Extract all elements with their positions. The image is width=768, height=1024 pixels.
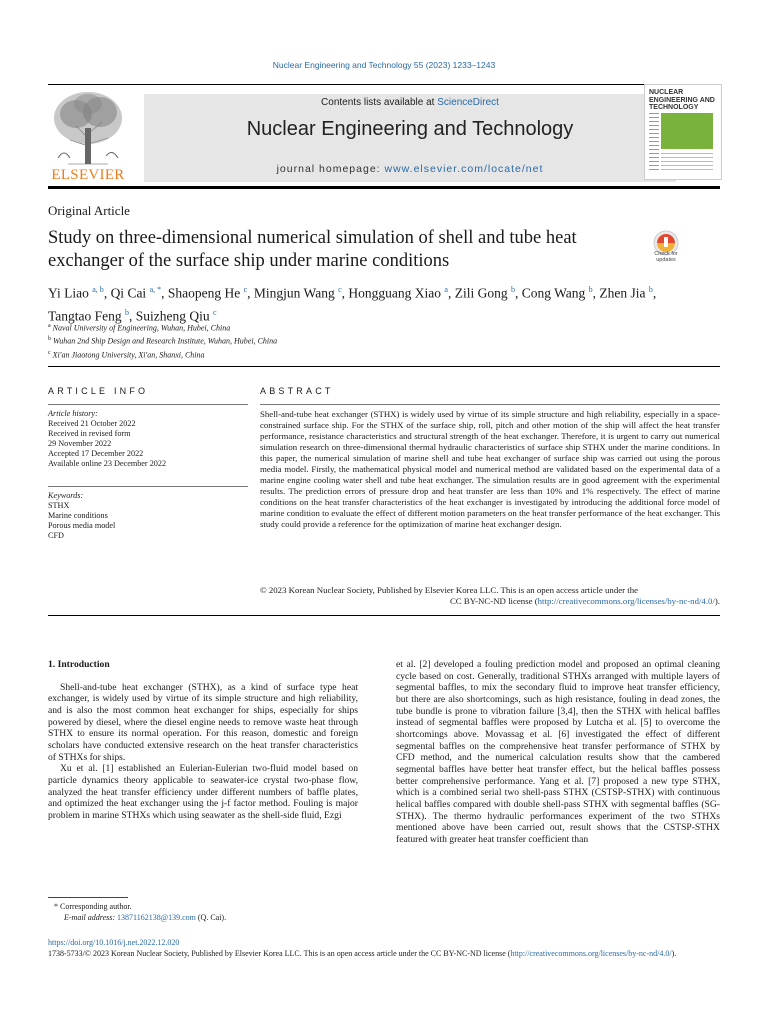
body-paragraph: Xu et al. [1] established an Eulerian-Eulerian two-fluid model based on particle dynamics theory applicable to seawater-ice crystal two-phase flow, analyzed the heat transfer efficiency under different numbers of baffle plates, and optimized the heat exchanger using the j-f factor method. Fouling is major problem in marine STHXs which using seawater as the shell-side fluid, Ezgi	[48, 763, 358, 821]
author-affiliation-mark[interactable]: b	[125, 307, 130, 317]
journal-cover-thumbnail[interactable]	[644, 84, 722, 180]
affiliation-mark: b	[48, 336, 51, 343]
elsevier-wordmark: ELSEVIER	[51, 167, 125, 183]
cover-graphic	[661, 113, 713, 149]
author-name[interactable]: Zili Gong	[454, 285, 508, 301]
check-for-updates-icon[interactable]	[648, 229, 684, 269]
author-name[interactable]: Mingjun Wang	[253, 285, 335, 301]
keyword-item: STHX	[48, 500, 70, 510]
cover-title: NUCLEAR ENGINEERING AND TECHNOLOGY	[649, 89, 715, 111]
section-divider	[48, 366, 720, 367]
history-list	[48, 419, 248, 469]
journal-homepage	[144, 163, 676, 175]
sciencedirect-link[interactable]: ScienceDirect	[437, 97, 499, 108]
affiliations	[48, 321, 277, 361]
article-info-heading: ARTICLE INFO	[48, 386, 149, 396]
affiliation-item	[48, 321, 277, 334]
abstract-text: Shell-and-tube heat exchanger (STHX) is widely used by virtue of its simple structure and high reliability, especially in a space-constrained surface ship. For the STHX of the surface ship, roll, pitch and other motion of the ship will affect the heat transfer performance, resistance characteristics and structural strength of the heat exchanger. Therefore, it is urgent to carry out numerical simulation research on three-dimensional thermal hydraulic characteristics of surface ship STHX under the marine conditions. In this paper, the numerical simulation of marine shell and tube heat exchanger of surface ship was carried out using the porous media model. Firstly, the mathematical physical model and numerical method are validated based on the experimental data of a marine engine cooling water shell and tube heat exchanger. The simulation results are in good agreement with the experimental results. The prediction errors of pressure drop and heat transfer are less than 10% and 1% respectively. The effect of marine conditions on the heat transfer characteristics of the heat exchanger is investigated by introducing the additional force model of marine condition to evaluate the effect of different motion parameters on the heat transfer performance of the heat exchanger. This study could provide a reference for the optimization of marine heat exchanger design.	[260, 409, 720, 529]
author-affiliation-mark[interactable]: b	[510, 285, 515, 294]
email-link[interactable]: 13871162138@139.com	[117, 912, 196, 922]
keyword-item: CFD	[48, 530, 64, 540]
history-item: 29 November 2022	[48, 438, 112, 448]
author-affiliation-mark[interactable]: c	[338, 285, 342, 294]
abstract-rule	[260, 404, 720, 405]
keywords-list	[48, 501, 248, 541]
abstract-copyright	[260, 585, 720, 607]
history-label: Article history:	[48, 409, 98, 418]
corresponding-author-note: * Corresponding author.	[54, 902, 132, 911]
history-item: Received 21 October 2022	[48, 418, 136, 428]
cover-text-lines	[649, 113, 659, 173]
license-link[interactable]: http://creativecommons.org/licenses/by-nc-nd/4.0/	[537, 595, 715, 606]
header-divider	[48, 186, 720, 189]
cover-text-lines	[661, 153, 713, 173]
keywords-rule	[48, 486, 248, 487]
journal-title[interactable]: Nuclear Engineering and Technology	[246, 118, 574, 140]
body-paragraph: et al. [2] developed a fouling prediction model and proposed an optimal cleaning cycle based on cost. Generally, traditional STHXs arranged with multiple layers of segmental baffles, to mix the secondary fluid to improve heat transfer efficiency, but there are also shortcomings, such as high resistance, fouling in dead zones, the tube bundle is prone to vibration failure [3,4], then the STHX with helical baffles instead of segmental baffles were proposed by Lutcha et al. [5] to overcome the shortcomings above. Movassag et al. [6] investigated the effect of different segmental baffles on the comprehensive heat transfer performance of STHX by CFD method, and the numerical calculation results show that the cambered segmental baffles have better heat transfer effect, but the helical baffles possess better comprehensive performance. Yang et al. [7] proposed a new type STHX, which is a combined serial two shell-pass STHX (CSTSP-STHX) with continuous helical baffles compared with double shell-pass STHX with segmental baffles (SG-STHX). The thermo hydraulic performances experiment of the two STHXs mentioned above have been carried out, result shows that the CSTSP-STHX featured with greater heat transfer coefficient than	[396, 659, 720, 845]
author-list: Yi Liao $^{a, b}$, Qi Cai $^{a, *}$, Shaopeng He $^c$, Mingjun Wang $^c$, Hongguang Xiao $^a$, Zili Gong $^b$, Cong Wang $^b$, Zhen Jia $^b$, Tangtao Feng $^b$, Suizheng Qiu $^c$	[48, 285, 657, 323]
contents-line	[144, 97, 676, 108]
license-line	[260, 596, 720, 607]
journal-reference[interactable]: Nuclear Engineering and Technology 55 (2023) 1233–1243	[272, 60, 496, 70]
history-item: Received in revised form	[48, 428, 131, 438]
author-name[interactable]: Suizheng Qiu	[135, 308, 210, 323]
abstract-heading: ABSTRACT	[260, 386, 334, 396]
author-affiliation-mark[interactable]: c	[243, 285, 248, 294]
author-name[interactable]: Zhen Jia	[599, 285, 646, 301]
author-affiliation-mark[interactable]: b	[648, 285, 653, 294]
author-affiliation-mark[interactable]: a, b	[92, 285, 104, 294]
tree-icon	[48, 88, 128, 166]
email-suffix: (Q. Cai).	[197, 912, 227, 922]
keyword-item: Porous media model	[48, 520, 116, 530]
affiliation-item	[48, 334, 277, 347]
body-paragraph: Shell-and-tube heat exchanger (STHX), as a kind of surface type heat exchanger, is widely used by virtue of its simple structure and high reliability, and is also the most common heat exchanger for ships, especially for ships powered by diesel, where the diesel engine needs to remove waste heat through STHX to ensure its normal operation. For this reason, domestic and foreign scholars have conducted extensive research on the heat transfer characteristics of STHXs for ships.	[48, 681, 358, 763]
author-name[interactable]: Tangtao Feng	[48, 308, 122, 323]
affiliation-text: Wuhan 2nd Ship Design and Research Institute, Wuhan, Hubei, China	[53, 336, 278, 346]
body-divider	[48, 615, 720, 616]
affiliation-text: Naval University of Engineering, Wuhan, Hubei, China	[52, 323, 231, 333]
homepage-prefix: journal homepage:	[276, 163, 381, 175]
author-name[interactable]: Yi Liao	[48, 285, 89, 301]
check-for-updates-label: Check for updates	[654, 251, 678, 263]
issn-end: ).	[671, 949, 677, 958]
email-line	[48, 913, 226, 924]
keywords-label: Keywords:	[48, 491, 84, 500]
footnote	[48, 902, 226, 923]
copyright-line: © 2023 Korean Nuclear Society, Published by Elsevier Korea LLC. This is an open access article under the	[260, 585, 638, 595]
history-item: Accepted 17 December 2022	[48, 448, 144, 458]
body-left-column	[48, 659, 358, 822]
article-title: Study on three-dimensional numerical simulation of shell and tube heat exchanger of the surface ship under marine conditions	[48, 228, 577, 271]
masthead	[48, 84, 720, 184]
license-end: ).	[714, 595, 720, 606]
footnote-rule	[48, 897, 128, 898]
article-history	[48, 409, 248, 468]
issn-text: 1738-5733/© 2023 Korean Nuclear Society, Published by Elsevier Korea LLC. This is an open access article under the CC BY-NC-ND license (	[48, 949, 511, 958]
author-affiliation-mark[interactable]: a, *	[149, 285, 162, 294]
body-right-column	[396, 659, 720, 846]
contents-prefix: Contents lists available at	[321, 97, 435, 108]
affiliation-item	[48, 348, 277, 361]
license-prefix: CC BY-NC-ND license (	[449, 595, 538, 606]
author-affiliation-mark[interactable]: a	[444, 285, 448, 294]
author-name[interactable]: Cong Wang	[521, 285, 586, 301]
author-affiliation-mark[interactable]: c	[213, 307, 217, 317]
keyword-item: Marine conditions	[48, 510, 108, 520]
affiliation-mark: c	[48, 349, 51, 356]
keywords-block	[48, 491, 248, 541]
journal-banner	[144, 94, 676, 182]
email-label: E-mail address:	[64, 912, 116, 922]
affiliation-mark: a	[48, 323, 51, 329]
issn-license	[48, 948, 720, 959]
author-name[interactable]: Qi Cai	[110, 285, 147, 301]
article-info-rule	[48, 404, 248, 405]
homepage-link[interactable]: www.elsevier.com/locate/net	[384, 163, 544, 175]
author-affiliation-mark[interactable]: b	[588, 285, 593, 294]
section-heading: 1. Introduction	[48, 659, 110, 670]
elsevier-logo[interactable]	[48, 88, 128, 184]
issn-license-link[interactable]: http://creativecommons.org/licenses/by-nc-nd/4.0/	[510, 949, 672, 958]
article-type: Original Article	[48, 203, 130, 218]
doi-link[interactable]: https://doi.org/10.1016/j.net.2022.12.020	[48, 938, 180, 947]
author-name[interactable]: Shaopeng He	[167, 285, 241, 301]
author-name[interactable]: Hongguang Xiao	[348, 285, 442, 301]
affiliation-text: Xi'an Jiaotong University, Xi'an, Shanxi, China	[52, 350, 205, 360]
history-item: Available online 23 December 2022	[48, 458, 167, 468]
